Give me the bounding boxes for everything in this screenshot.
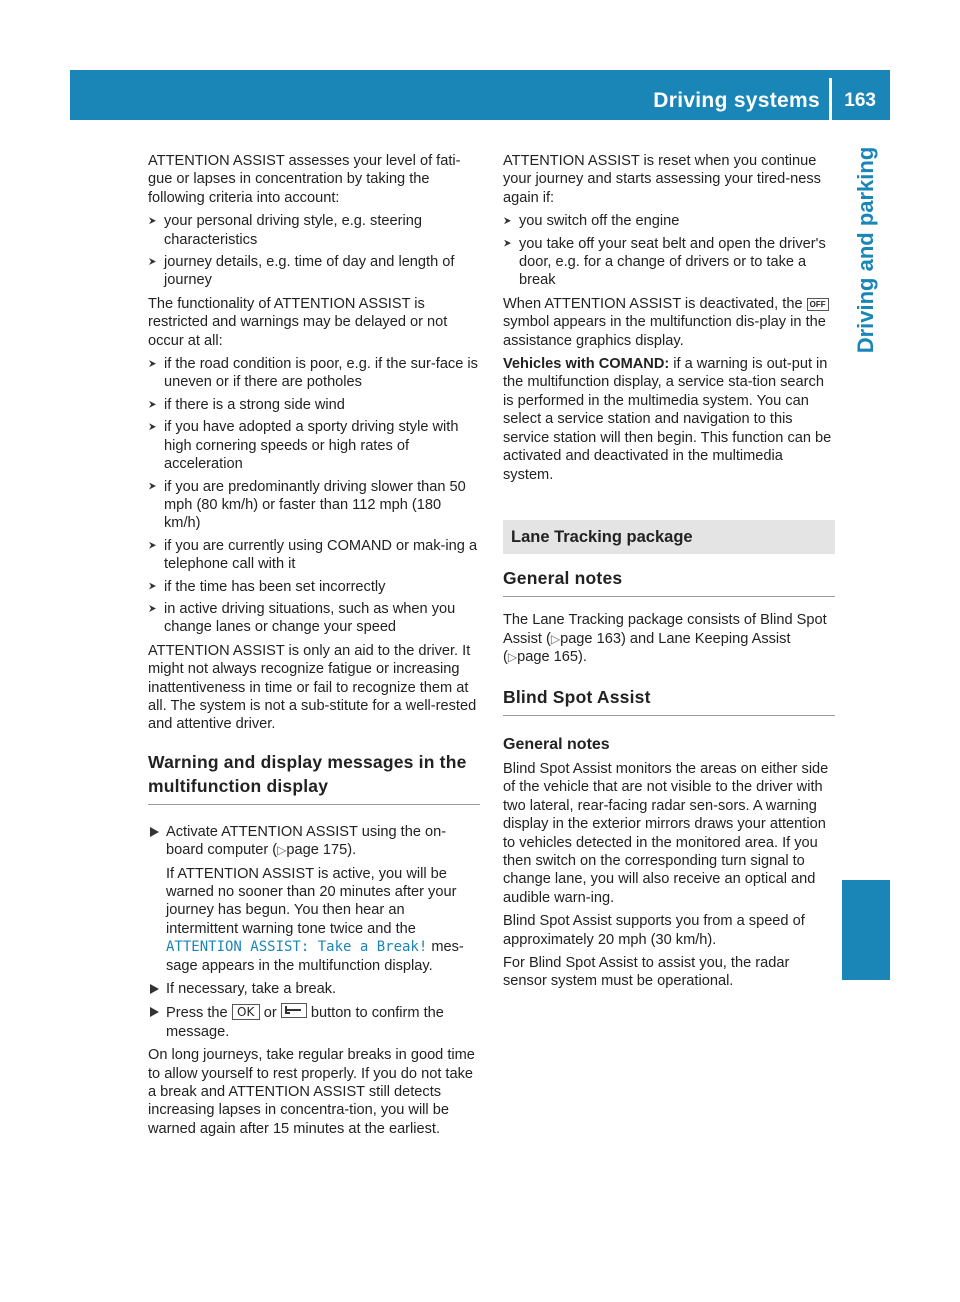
ref-triangle-icon: ▷ [550, 631, 561, 646]
list-item: if you are currently using COMAND or mak-ing a telephone call with it [148, 537, 480, 574]
attention-off-icon: OFF [807, 298, 829, 311]
list-item: if you are predominantly driving slower than 50 mph (80 km/h) or faster than 112 mph (180 km/h) [148, 478, 480, 533]
list-item: you switch off the engine [503, 212, 835, 230]
step-item: Activate ATTENTION ASSIST using the on-board computer (▷page 175). If ATTENTION ASSIST is active, you will be warned no sooner than 20 minutes after your journey has begun. You then hear an intermittent warning tone twice and the ATTENTION ASSIST: Take a Break! mes-sage appears in the multifunction display. [148, 823, 480, 975]
general-notes-heading: General notes [503, 566, 835, 597]
intro-paragraph: ATTENTION ASSIST assesses your level of fati-gue or lapses in concentration by taking the following criteria into account: [148, 153, 461, 206]
side-tab-block [842, 880, 890, 980]
list-item: you take off your seat belt and open the driver's door, e.g. for a change of drivers or to take a break [503, 235, 835, 290]
reset-paragraph: ATTENTION ASSIST is reset when you continue your journey and starts assessing your tired-ness again if: [503, 153, 821, 206]
section-title: Driving systems [653, 89, 820, 112]
page-reference[interactable]: page 165 [517, 649, 578, 666]
page-reference[interactable]: page 175 [286, 842, 348, 859]
step-arrow-icon [150, 827, 159, 837]
warning-heading: Warning and display messages in the multifunction display [148, 750, 480, 805]
lane-tracking-paragraph: The Lane Tracking package consists of Blind Spot Assist (▷page 163) and Lane Keeping Assist (▷page 165). [503, 612, 827, 666]
ref-triangle-icon: ▷ [277, 843, 287, 858]
bsa-paragraph: Blind Spot Assist monitors the areas on either side of the vehicle that are not visible to the driver with two lateral, rear-facing radar sen-sors. A warning display in the exterior mirrors draws your attention to vehicles detected in the monitored area. If you then switch on the corresponding turn signal to change lane, you will also receive an optical and audible warn-ing. [503, 760, 829, 906]
header-divider [829, 78, 832, 120]
list-item: journey details, e.g. time of day and length of journey [148, 253, 480, 290]
page-number: 163 [844, 90, 876, 111]
step-arrow-icon [150, 984, 159, 994]
deactivated-paragraph: When ATTENTION ASSIST is deactivated, the OFF symbol appears in the multifunction dis-play in the assistance graphics display. [503, 295, 835, 350]
lane-tracking-heading: Lane Tracking package [503, 520, 835, 554]
aid-paragraph: ATTENTION ASSIST is only an aid to the driver. It might not always recognize fatigue or increasing inattentiveness in time or fail to recognize them at all. The system is not a sub-stitute for a well-rested and attentive driver. [148, 642, 477, 733]
list-item: if there is a strong side wind [148, 396, 480, 414]
conditions-list [148, 355, 480, 637]
side-tab-label: Driving and parking [853, 146, 878, 354]
blind-spot-heading: Blind Spot Assist [503, 685, 835, 716]
step-item: If necessary, take a break. [148, 980, 480, 998]
list-item: if you have adopted a sporty driving style with high cornering speeds or high rates of acceleration [148, 418, 480, 473]
ok-button-icon: OK [232, 1004, 260, 1020]
ref-triangle-icon: ▷ [507, 650, 518, 665]
bsa-paragraph: Blind Spot Assist supports you from a speed of approximately 20 mph (30 km/h). [503, 913, 805, 948]
restricted-paragraph: The functionality of ATTENTION ASSIST is restricted and warnings may be delayed or not occur at all: [148, 295, 448, 349]
page-header [70, 70, 890, 120]
bsa-general-heading: General notes [503, 735, 610, 753]
comand-paragraph: Vehicles with COMAND: if a warning is out-put in the multifunction display, a service sta-tion search is performed in the multimedia system. You can select a service station and navigation to this service station will then begin. This function can be activated and deactivated in the multimedia system. [503, 356, 832, 483]
list-item: in active driving situations, such as when you change lanes or change your speed [148, 600, 480, 637]
side-tab [842, 146, 890, 354]
steps-list [148, 823, 480, 1041]
criteria-list [148, 212, 480, 290]
reset-list [503, 212, 835, 290]
display-message: ATTENTION ASSIST: Take a Break! [166, 939, 428, 956]
step-detail: If ATTENTION ASSIST is active, you will be warned no sooner than 20 minutes after your journey has begun. You then hear an intermittent warning tone twice and the ATTENTION ASSIST: Take a Break! mes-sage appears in the multifunction display. [166, 865, 464, 974]
right-column [503, 152, 835, 996]
list-item: if the time has been set incorrectly [148, 578, 480, 596]
page-reference[interactable]: page 163 [560, 630, 621, 647]
back-button-icon [281, 1003, 307, 1018]
list-item: if the road condition is poor, e.g. if the sur-face is uneven or if there are potholes [148, 355, 480, 392]
bsa-paragraph: For Blind Spot Assist to assist you, the radar sensor system must be operational. [503, 955, 790, 990]
step-item: Press the OK or button to confirm the message. [148, 1003, 480, 1041]
long-journeys-paragraph: On long journeys, take regular breaks in good time to allow yourself to rest properly. If you do not take a break and ATTENTION ASSIST still detects increasing lapses in concentra-tion, you will be warned again after 15 minutes at the earliest. [148, 1047, 475, 1137]
list-item: your personal driving style, e.g. steering characteristics [148, 212, 480, 249]
step-arrow-icon [150, 1007, 159, 1017]
left-column [148, 152, 480, 1143]
